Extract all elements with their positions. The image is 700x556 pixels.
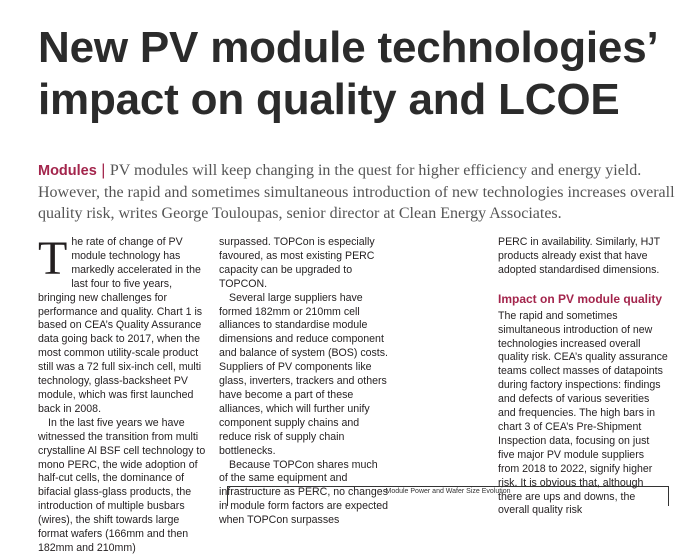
body-column-2 — [219, 236, 389, 528]
chart-title: Module Power and Wafer Size Evolution — [385, 488, 511, 495]
paragraph-text: he rate of change of PV module technology has markedly accelerated in the last four to five years, bringing new challenges for performance and quality. Chart 1 is based on CEA’s Quality Assurance data going back to 2017, when the most common utility-scale product still was a 72 full six-inch cell, multi technology, glass-backsheet PV module, which was first launched back in 2008. — [38, 236, 203, 415]
section-separator: | — [96, 162, 110, 179]
section-subheading: Impact on PV module quality — [498, 291, 663, 306]
article-title: New PV module technologies’ impact on quality and LCOE — [38, 23, 657, 124]
chart-figure-frame — [227, 486, 669, 506]
paragraph: Because TOPCon shares much of the same equipment and infrastructure as PERC, no changes in module form factors are expected when TOPCon surpasses — [219, 458, 388, 527]
body-column-3 — [498, 236, 668, 518]
paragraph: surpassed. TOPCon is especially favoured, as most existing PERC capacity can be upgraded to TOPCON. — [219, 236, 375, 290]
body-column-1 — [38, 232, 208, 556]
drop-cap: T — [38, 232, 68, 285]
paragraph: The rapid and sometimes simultaneous introduction of new technologies increased overall quality risk. CEA’s quality assurance teams collect masses of datapoints during factory inspections: findings and defects of various severities and frequencies. The high bars in chart 3 of CEA’s Pre-Shipment Inspection data, focusing on just five major PV module suppliers from 2018 to 2022, signify higher risk. It is obvious that, although there are ups and downs, the overall quality risk — [498, 309, 668, 517]
paragraph: Several large suppliers have formed 182mm or 210mm cell alliances to standardise module dimensions and reduce component and balance of system (BOS) costs. Suppliers of PV components like glass, inverters, trackers and others have become a part of these alliances, which will further unify component supply chains and reduce risk of supply chain bottlenecks. — [219, 291, 388, 457]
paragraph: In the last five years we have witnessed the transition from multi crystalline Al BSF cell technology to mono PERC, the wide adoption of half-cut cells, the dominance of bifacial glass-glass products, the introduction of multiple busbars (wires), the shift towards large format wafers (166mm and then 182mm and 210mm) — [38, 416, 206, 554]
section-tag: Modules — [38, 163, 97, 179]
standfirst-text: PV modules will keep changing in the quest for higher efficiency and energy yield. However, the rapid and sometimes simultaneous introduction of new technologies increases overall quality risk, writes George Touloupas, senior director at Clean Energy Associates. — [38, 162, 675, 222]
standfirst — [38, 160, 678, 224]
paragraph: PERC in availability. Similarly, HJT products already exist that have adopted standardised dimensions. — [498, 236, 660, 276]
paragraph — [38, 232, 208, 417]
